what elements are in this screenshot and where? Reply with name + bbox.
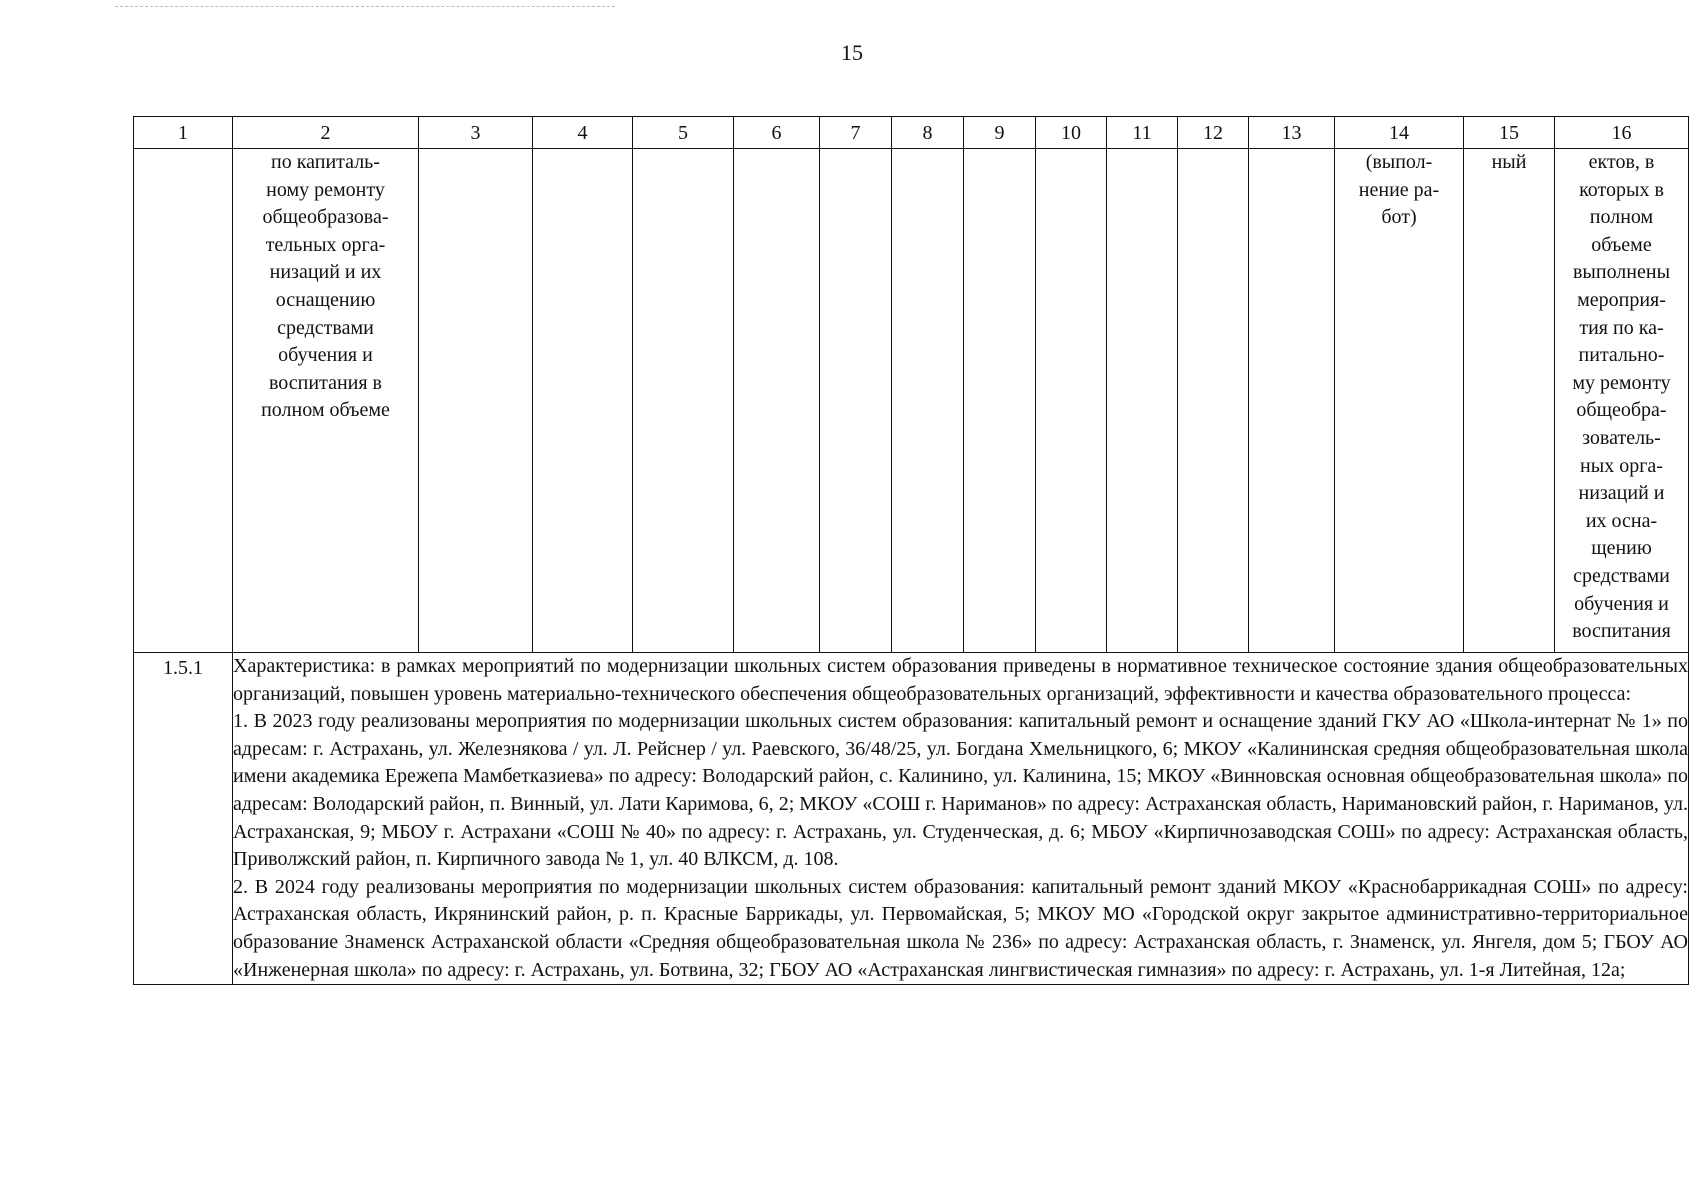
description-paragraph: 2. В 2024 году реализованы мероприятия по модернизации школьных систем образования: капитальный ремонт зданий МКОУ «Краснобаррикадная СОШ» по адресу: Астраханская область, Икрянинский район, р. п. Красные Баррикады, ул. Первомайская, 5; МКОУ МО «Городской округ закрытое административно-территориальное образование Знаменск Астраханской области «Средняя общеобразовательная школа № 236» по адресу: Астраханская область, г. Знаменск, ул. Янгеля, дом 5; ГБОУ АО «Инженерная школа» по адресу: г. Астрахань, ул. Ботвина, 32; ГБОУ АО «Астраханская лингвистическая гимназия» по адресу: г. Астрахань, ул. 1-я Литейная, 12а; <box>233 875 1688 981</box>
table-cell <box>1107 149 1178 653</box>
table-cell <box>892 149 964 653</box>
table-cell <box>1249 149 1335 653</box>
scan-artifact-line <box>115 6 615 7</box>
header-cell: 4 <box>533 117 633 149</box>
header-cell: 12 <box>1178 117 1249 149</box>
header-cell: 5 <box>633 117 734 149</box>
table-header-row <box>134 117 1689 149</box>
item-number: 1.5.1 <box>134 653 233 985</box>
item-description <box>233 653 1689 985</box>
table-row <box>134 653 1689 985</box>
table-cell <box>134 149 233 653</box>
header-cell: 1 <box>134 117 233 149</box>
table-cell <box>964 149 1036 653</box>
table-cell <box>820 149 892 653</box>
header-cell: 2 <box>233 117 419 149</box>
header-cell: 10 <box>1036 117 1107 149</box>
header-cell: 16 <box>1555 117 1689 149</box>
table-cell <box>419 149 533 653</box>
header-cell: 13 <box>1249 117 1335 149</box>
table-cell <box>734 149 820 653</box>
program-table <box>133 116 1689 985</box>
col16-text: ектов, в которых в полном объеме выполнены мероприя- тия по ка- питально- му ремонту общеобра- зователь- ных орга- низаций и их осна- щению средствами обучения и воспитания <box>1572 151 1671 643</box>
table-cell <box>633 149 734 653</box>
header-cell: 14 <box>1335 117 1464 149</box>
header-cell: 11 <box>1107 117 1178 149</box>
table-cell <box>1335 149 1464 653</box>
table-cell <box>1036 149 1107 653</box>
header-cell: 6 <box>734 117 820 149</box>
table-cell <box>1178 149 1249 653</box>
header-cell: 15 <box>1464 117 1555 149</box>
header-cell: 9 <box>964 117 1036 149</box>
table-cell <box>533 149 633 653</box>
header-cell: 3 <box>419 117 533 149</box>
description-paragraph: 1. В 2023 году реализованы мероприятия по модернизации школьных систем образования: капитальный ремонт и оснащение зданий ГКУ АО «Школа-интернат № 1» по адресам: г. Астрахань, ул. Железнякова / ул. Л. Рейснер / ул. Раевского, 36/48/25, ул. Богдана Хмельницкого, 6; МКОУ «Калининская средняя общеобразовательная школа имени академика Ережепа Мамбетказиева» по адресу: Володарский район, с. Калинино, ул. Калинина, 15; МКОУ «Винновская основная общеобразовательная школа» по адресам: Володарский район, п. Винный, ул. Лати Каримова, 6, 2; МКОУ «СОШ г. Нариманов» по адресу: Астраханская область, Наримановский район, г. Нариманов, ул. Астраханская, 9; МБОУ г. Астрахани «СОШ № 40» по адресу: г. Астрахань, ул. Студенческая, д. 6; МБОУ «Кирпичнозаводская СОШ» по адресу: Астраханская область, Приволжский район, п. Кирпичного завода № 1, ул. 40 ВЛКСМ, д. 108. <box>233 710 1688 871</box>
header-cell: 7 <box>820 117 892 149</box>
table-row <box>134 149 1689 653</box>
description-paragraph: Характеристика: в рамках мероприятий по модернизации школьных систем образования приведены в нормативное техническое состояние здания общеобразовательных организаций, повышен уровень материально-технического обеспечения общеобразовательных организаций, эффективности и качества образовательного процесса: <box>233 655 1688 705</box>
indicator-name-cell <box>233 149 419 653</box>
col15-text: ный <box>1491 151 1527 173</box>
indicator-name-text: по капиталь- ному ремонту общеобразова- тельных орга- низаций и их оснащению средствами обучения и воспитания в полном объеме <box>261 151 390 422</box>
header-cell: 8 <box>892 117 964 149</box>
page-number: 15 <box>841 40 863 65</box>
table-cell <box>1464 149 1555 653</box>
table-cell <box>1555 149 1689 653</box>
col14-text: (выпол- нение ра- бот) <box>1358 151 1440 229</box>
